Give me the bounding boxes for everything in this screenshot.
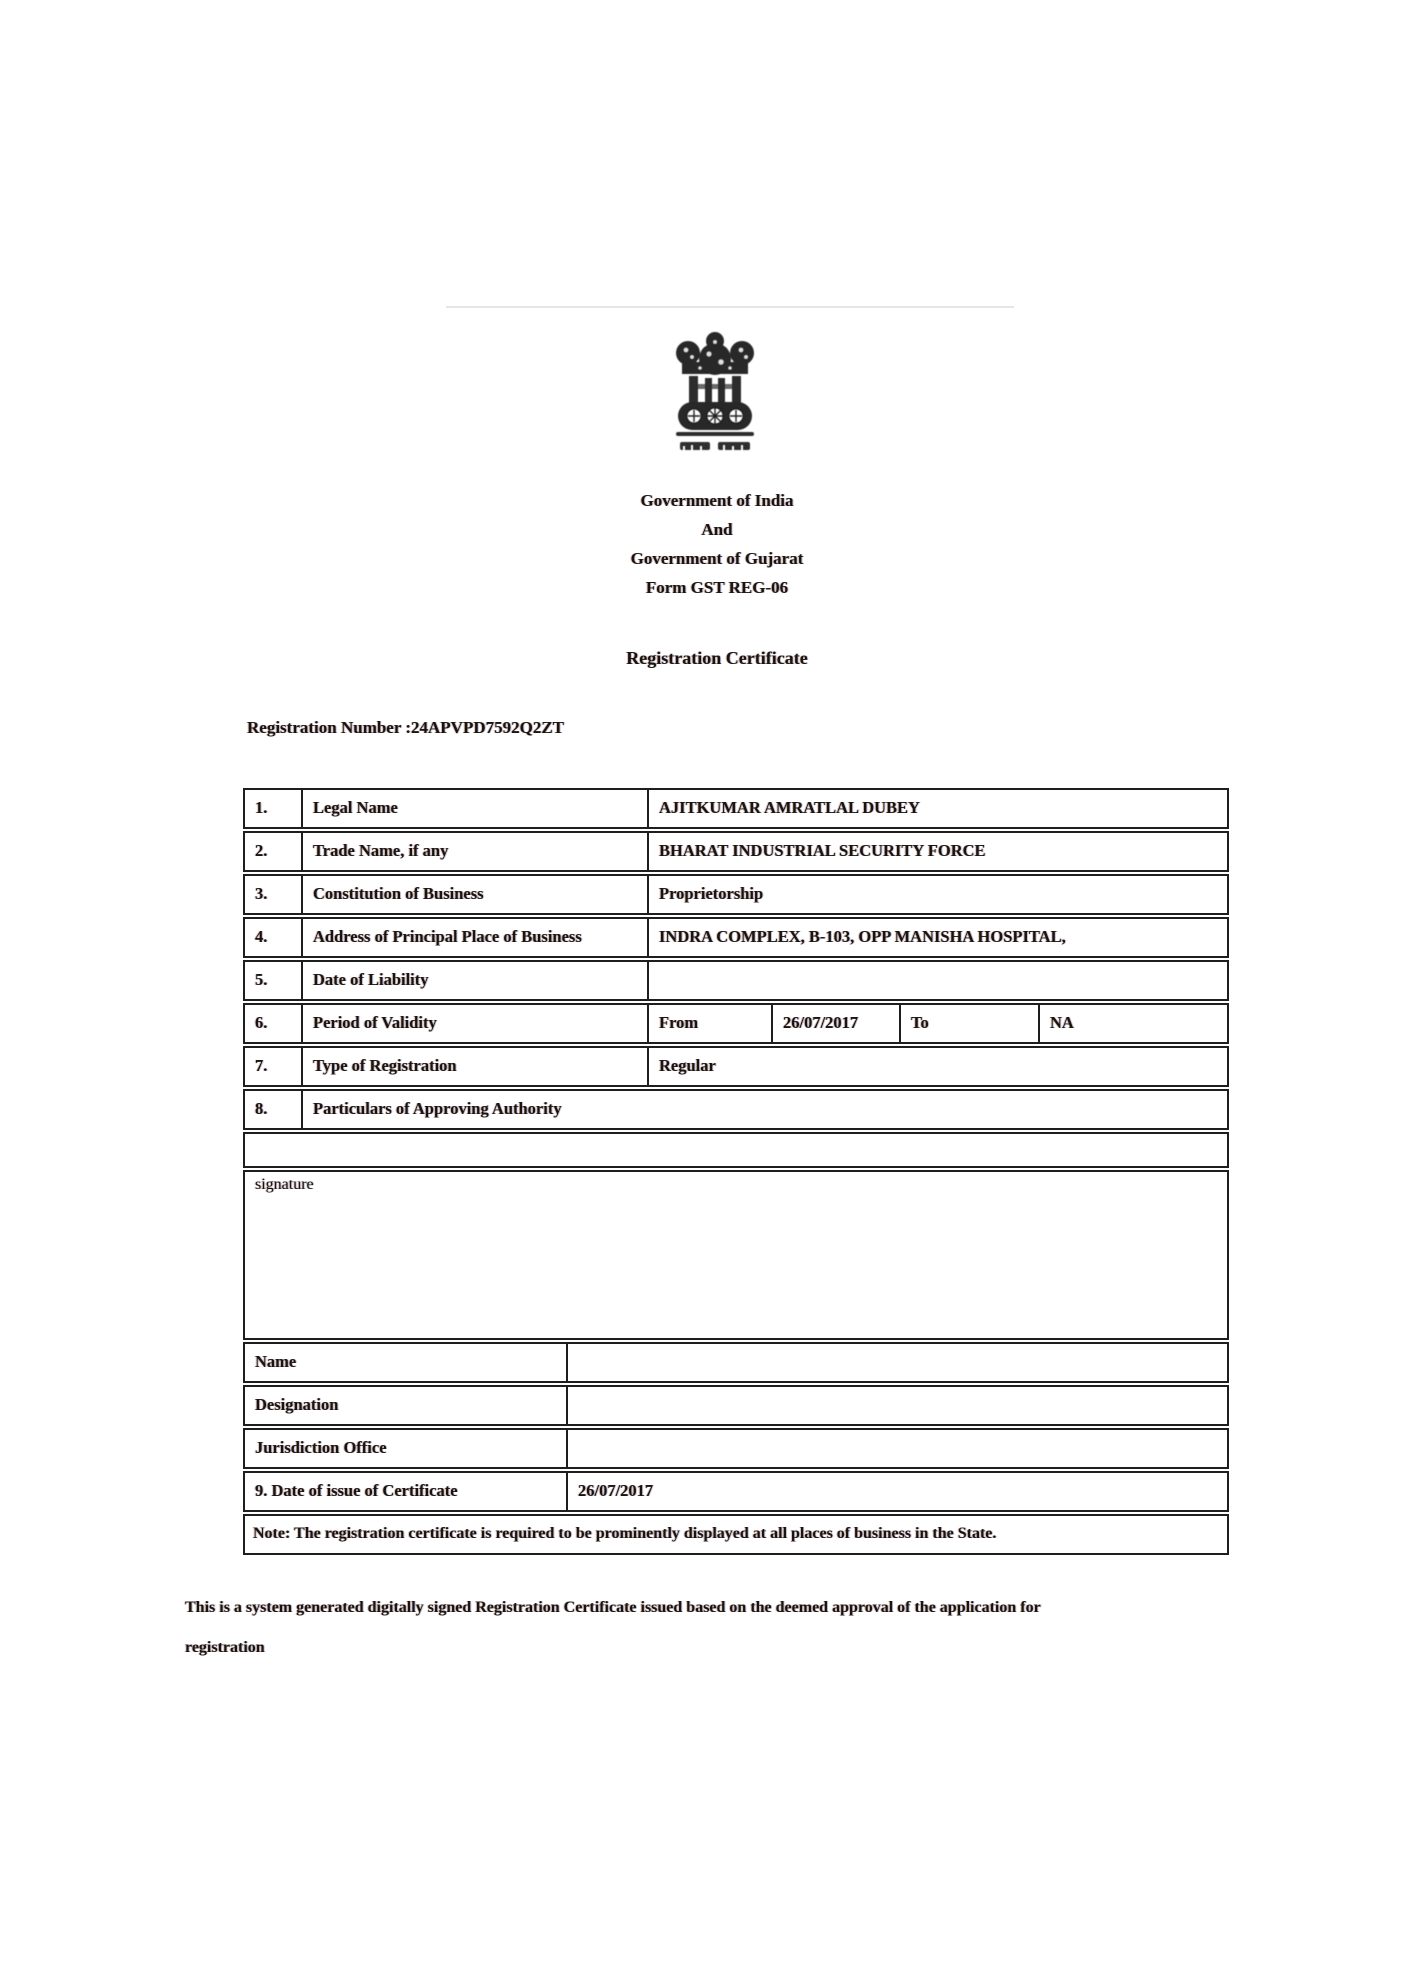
table-row-date-of-liability [243, 960, 1229, 1001]
note-text: Note: The registration certificate is required to be prominently displayed at all places of business in the State. [253, 1525, 997, 1543]
row-label: Date of Liability [303, 962, 649, 999]
row-value [568, 1387, 1227, 1424]
table-row-approving-authority [243, 1089, 1229, 1130]
document-header [5, 486, 1424, 602]
row-number: 4. [245, 919, 303, 956]
table-row-signature [243, 1170, 1229, 1340]
registration-number-value: :24APVPD7592Q2ZT [405, 718, 565, 737]
row-value [568, 1344, 1227, 1381]
india-national-emblem-icon [672, 328, 758, 456]
certificate-table [243, 788, 1229, 1555]
row-number: 3. [245, 876, 303, 913]
row-label: Legal Name [303, 790, 649, 827]
row-value: INDRA COMPLEX, B-103, OPP MANISHA HOSPITAL, [659, 927, 1066, 947]
emblem-motto [680, 442, 750, 450]
row-number: 1. [245, 790, 303, 827]
table-row-trade-name [243, 831, 1229, 872]
table-row-type-of-registration [243, 1046, 1229, 1087]
row-label: Name [245, 1344, 568, 1381]
table-row-designation [243, 1385, 1229, 1426]
registration-number-label: Registration Number [247, 718, 402, 737]
table-row-note [243, 1514, 1229, 1555]
row-value [649, 962, 1227, 999]
row-label: Type of Registration [303, 1048, 649, 1085]
validity-from-value: 26/07/2017 [773, 1005, 901, 1042]
footer-statement-line1: This is a system generated digitally signed Registration Certificate issued based on the deemed approval of the application for [185, 1599, 1041, 1616]
row-value: AJITKUMAR AMRATLAL DUBEY [659, 798, 920, 818]
row-label: Address of Principal Place of Business [303, 919, 649, 956]
row-number: 6. [245, 1005, 303, 1042]
row-number: 5. [245, 962, 303, 999]
row-value: BHARAT INDUSTRIAL SECURITY FORCE [659, 841, 986, 861]
row-label: Jurisdiction Office [245, 1430, 568, 1467]
table-row-period-of-validity [243, 1003, 1229, 1044]
table-row-name [243, 1342, 1229, 1383]
row-number: 2. [245, 833, 303, 870]
row-label: Period of Validity [303, 1005, 649, 1042]
header-government-of-gujarat: Government of Gujarat [630, 549, 804, 568]
row-label: Particulars of Approving Authority [313, 1099, 562, 1119]
header-government-of-india: Government of India [640, 491, 794, 510]
table-row-empty [243, 1132, 1229, 1168]
footer-statement-line2: registration [185, 1639, 265, 1656]
row-label: Constitution of Business [303, 876, 649, 913]
empty-cell [245, 1134, 1227, 1166]
table-row-jurisdiction-office [243, 1428, 1229, 1469]
row-value [568, 1430, 1227, 1467]
validity-to-label: To [901, 1005, 1040, 1042]
signature-area: signature [255, 1176, 314, 1193]
validity-from-label: From [649, 1005, 773, 1042]
footer-statement [185, 1588, 1245, 1668]
registration-number-line [247, 718, 564, 738]
row-value: Proprietorship [659, 884, 764, 904]
header-form-name: Form GST REG-06 [645, 578, 789, 597]
row-label: 9. Date of issue of Certificate [245, 1473, 568, 1510]
validity-to-value: NA [1050, 1013, 1074, 1033]
row-number: 8. [245, 1091, 303, 1128]
table-row-constitution [243, 874, 1229, 915]
table-row-address [243, 917, 1229, 958]
scan-artifact-line [446, 306, 1014, 308]
row-value: 26/07/2017 [578, 1481, 654, 1501]
row-label: Trade Name, if any [303, 833, 649, 870]
page-title: Registration Certificate [626, 648, 808, 668]
row-number: 7. [245, 1048, 303, 1085]
row-value: Regular [659, 1056, 716, 1076]
row-label: Designation [245, 1387, 568, 1424]
table-row-legal-name [243, 788, 1229, 829]
table-row-date-of-issue [243, 1471, 1229, 1512]
header-and: And [701, 520, 733, 539]
